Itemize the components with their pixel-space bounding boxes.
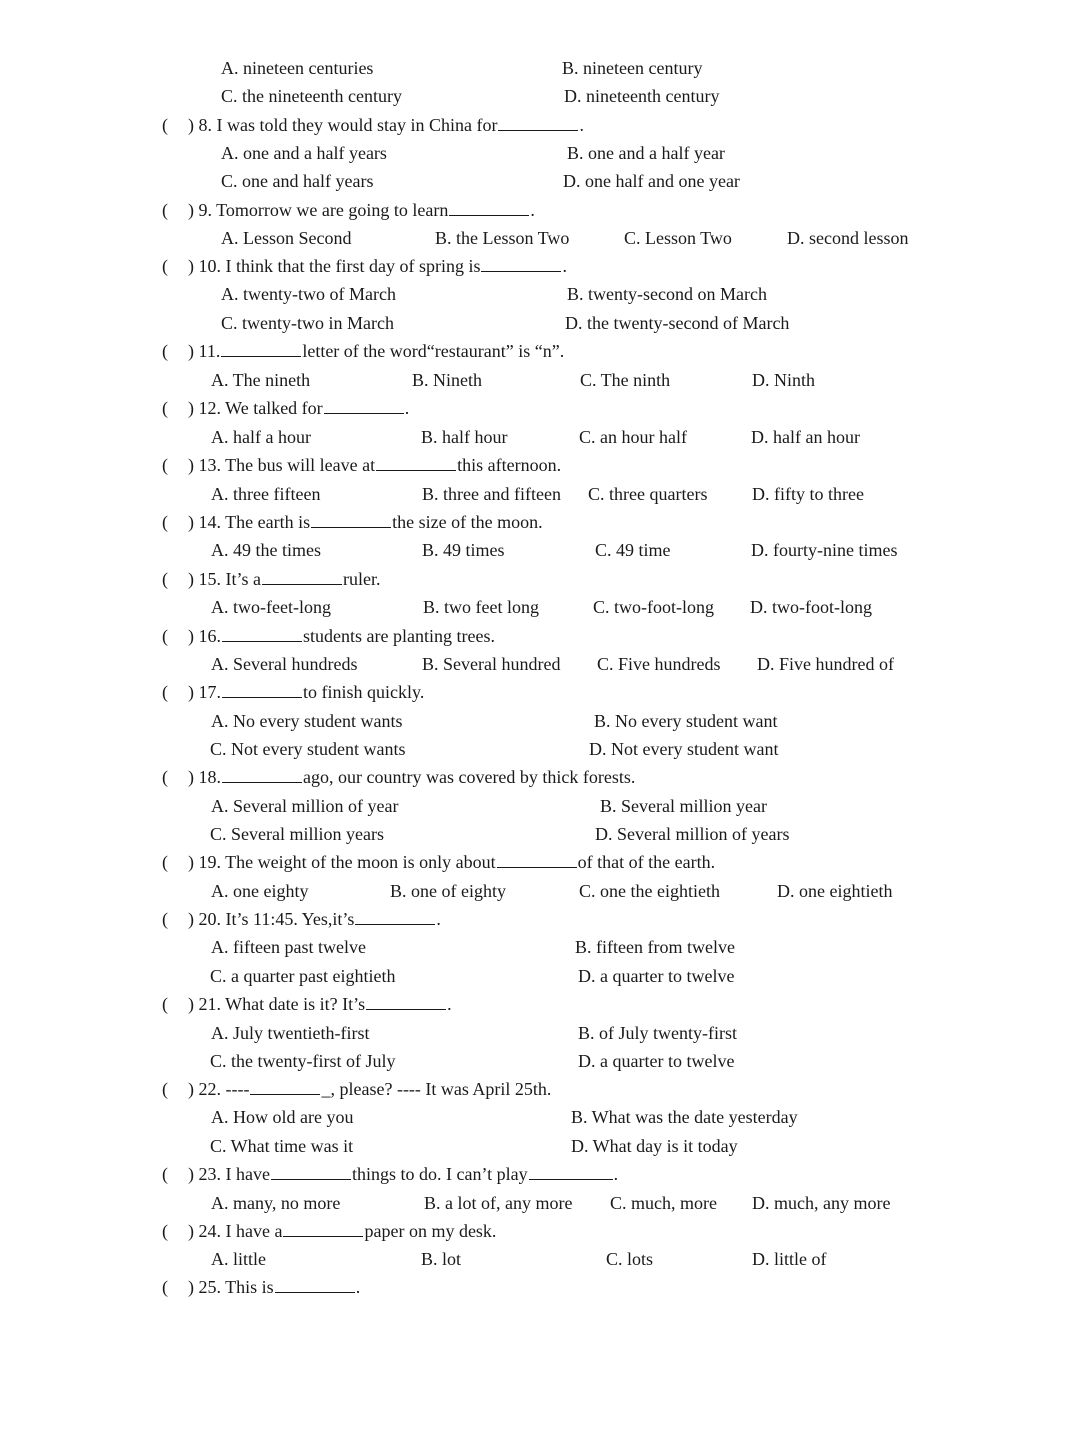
q23-text: ) 23. I have (188, 1164, 270, 1184)
q13-option-a[interactable]: A. three fifteen (211, 484, 321, 504)
q21-option-c[interactable]: C. the twenty-first of July (210, 1051, 396, 1071)
q9-text-end: . (530, 200, 535, 220)
q15-text: ) 15. It’s a (188, 569, 261, 589)
q9-blank[interactable] (449, 198, 529, 216)
q11-option-c[interactable]: C. The ninth (580, 370, 671, 390)
q10-option-a[interactable]: A. twenty-two of March (221, 284, 396, 304)
q10-option-d[interactable]: D. the twenty-second of March (565, 313, 790, 333)
q12-blank[interactable] (324, 396, 404, 414)
q20-blank[interactable] (355, 907, 435, 925)
q9-option-b[interactable]: B. the Lesson Two (435, 228, 570, 248)
q18-text: ) 18. (188, 767, 221, 787)
q17-option-c[interactable]: C. Not every student wants (210, 739, 406, 759)
q14-text-end: the size of the moon. (392, 512, 543, 532)
q18-blank[interactable] (222, 765, 302, 783)
q24-blank[interactable] (283, 1219, 363, 1237)
q13-text: ) 13. The bus will leave at (188, 455, 376, 475)
q24-text-end: paper on my desk. (364, 1221, 497, 1241)
q12-option-c[interactable]: C. an hour half (579, 427, 687, 447)
q24-option-b[interactable]: B. lot (421, 1249, 462, 1269)
q25-blank[interactable] (275, 1275, 355, 1293)
q23-option-c[interactable]: C. much, more (610, 1193, 717, 1213)
q10-text-end: . (562, 256, 567, 276)
q14-option-d[interactable]: D. fourty-nine times (751, 540, 898, 560)
q20-option-c[interactable]: C. a quarter past eightieth (210, 966, 396, 986)
q11-option-b[interactable]: B. Nineth (412, 370, 482, 390)
q24-option-d[interactable]: D. little of (752, 1249, 827, 1269)
answer-paren[interactable]: ( (162, 682, 168, 702)
q17-option-b[interactable]: B. No every student want (594, 711, 778, 731)
q8-option-c[interactable]: C. one and half years (221, 171, 374, 191)
q17-text: ) 17. (188, 682, 221, 702)
q23-text-end: . (613, 1164, 619, 1184)
q12-option-b[interactable]: B. half hour (421, 427, 508, 447)
q9-option-c[interactable]: C. Lesson Two (624, 228, 732, 248)
q21-text: ) 21. What date is it? It’s (188, 994, 366, 1014)
q25-text: ) 25. This is (188, 1277, 274, 1297)
q13-option-d[interactable]: D. fifty to three (752, 484, 864, 504)
q15-blank[interactable] (262, 567, 342, 585)
answer-paren[interactable]: ( (162, 569, 168, 589)
q24-option-c[interactable]: C. lots (606, 1249, 654, 1269)
q12-option-a[interactable]: A. half a hour (211, 427, 311, 447)
q18-text-end: ago, our country was covered by thick forests. (303, 767, 636, 787)
q23-blank-1[interactable] (271, 1162, 351, 1180)
answer-paren[interactable]: ( (162, 200, 168, 220)
q20-text: ) 20. It’s 11:45. Yes,it’s (188, 909, 355, 929)
q19-text-end: of that of the earth. (577, 852, 716, 872)
answer-paren[interactable]: ( (162, 767, 168, 787)
q19-blank[interactable] (497, 850, 577, 868)
q17-option-d[interactable]: D. Not every student want (589, 739, 779, 759)
q12-option-d[interactable]: D. half an hour (751, 427, 860, 447)
q16-text-end: students are planting trees. (303, 626, 495, 646)
q8-text-end: . (579, 115, 584, 135)
q22-option-a[interactable]: A. How old are you (211, 1107, 354, 1127)
q17-option-a[interactable]: A. No every student wants (211, 711, 403, 731)
q7-option-a[interactable]: A. nineteen centuries (221, 58, 374, 78)
q9-option-d[interactable]: D. second lesson (787, 228, 909, 248)
q22-text: ) 22. ---- (188, 1079, 250, 1099)
answer-paren[interactable]: ( (162, 1079, 168, 1099)
answer-paren[interactable]: ( (162, 994, 168, 1014)
q15-option-b[interactable]: B. two feet long (423, 597, 539, 617)
q14-blank[interactable] (311, 510, 391, 528)
answer-paren[interactable]: ( (162, 256, 168, 276)
answer-paren[interactable]: ( (162, 909, 168, 929)
q24-text: ) 24. I have a (188, 1221, 283, 1241)
q8-option-a[interactable]: A. one and a half years (221, 143, 387, 163)
q19-option-a[interactable]: A. one eighty (211, 881, 309, 901)
q23-option-a[interactable]: A. many, no more (211, 1193, 341, 1213)
q22-blank[interactable] (250, 1077, 320, 1095)
answer-paren[interactable]: ( (162, 626, 168, 646)
q16-option-b[interactable]: B. Several hundred (422, 654, 561, 674)
q13-text-end: this afternoon. (457, 455, 562, 475)
q16-option-c[interactable]: C. Five hundreds (597, 654, 721, 674)
q15-option-d[interactable]: D. two-foot-long (750, 597, 872, 617)
q20-option-b[interactable]: B. fifteen from twelve (575, 937, 735, 957)
q13-option-b[interactable]: B. three and fifteen (422, 484, 561, 504)
q21-option-d[interactable]: D. a quarter to twelve (578, 1051, 735, 1071)
answer-paren[interactable]: ( (162, 1221, 168, 1241)
q20-option-d[interactable]: D. a quarter to twelve (578, 966, 735, 986)
q19-text: ) 19. The weight of the moon is only about (188, 852, 496, 872)
q10-text: ) 10. I think that the first day of spring is (188, 256, 481, 276)
answer-paren[interactable]: ( (162, 455, 168, 475)
q22-option-d[interactable]: D. What day is it today (571, 1136, 738, 1156)
q15-option-c[interactable]: C. two-foot-long (593, 597, 714, 617)
answer-paren[interactable]: ( (162, 341, 168, 361)
q15-text-end: ruler. (342, 569, 381, 589)
q11-option-a[interactable]: A. The nineth (211, 370, 311, 390)
q16-option-a[interactable]: A. Several hundreds (211, 654, 358, 674)
q10-option-b[interactable]: B. twenty-second on March (567, 284, 767, 304)
q18-option-b[interactable]: B. Several million year (600, 796, 767, 816)
q19-option-b[interactable]: B. one of eighty (390, 881, 506, 901)
q7-option-c[interactable]: C. the nineteenth century (221, 86, 402, 106)
q9-text: ) 9. Tomorrow we are going to learn (188, 200, 449, 220)
q8-text: ) 8. I was told they would stay in China for (188, 115, 498, 135)
q9-option-a[interactable]: A. Lesson Second (221, 228, 352, 248)
answer-paren[interactable]: ( (162, 398, 168, 418)
q16-text: ) 16. (188, 626, 221, 646)
q13-blank[interactable] (376, 453, 456, 471)
q19-option-c[interactable]: C. one the eightieth (579, 881, 720, 901)
q10-option-c[interactable]: C. twenty-two in March (221, 313, 394, 333)
q17-blank[interactable] (222, 680, 302, 698)
answer-paren[interactable]: ( (162, 512, 168, 532)
q13-option-c[interactable]: C. three quarters (588, 484, 708, 504)
answer-paren[interactable]: ( (162, 852, 168, 872)
q7-option-d[interactable]: D. nineteenth century (564, 86, 720, 106)
q11-blank[interactable] (221, 339, 301, 357)
q14-option-a[interactable]: A. 49 the times (211, 540, 321, 560)
q20-option-a[interactable]: A. fifteen past twelve (211, 937, 366, 957)
q18-option-d[interactable]: D. Several million of years (595, 824, 790, 844)
q23-option-d[interactable]: D. much, any more (752, 1193, 891, 1213)
q22-option-b[interactable]: B. What was the date yesterday (571, 1107, 798, 1127)
q8-blank[interactable] (498, 113, 578, 131)
q22-text-end: _, please? ---- It was April 25th. (321, 1079, 552, 1099)
q8-option-b[interactable]: B. one and a half year (567, 143, 725, 163)
q15-option-a[interactable]: A. two-feet-long (211, 597, 331, 617)
q21-text-end: . (447, 994, 452, 1014)
q16-option-d[interactable]: D. Five hundred of (757, 654, 894, 674)
q11-text-end: letter of the word“restaurant” is “n”. (302, 341, 565, 361)
q14-option-b[interactable]: B. 49 times (422, 540, 505, 560)
q21-blank[interactable] (366, 992, 446, 1010)
q11-option-d[interactable]: D. Ninth (752, 370, 815, 390)
q18-option-c[interactable]: C. Several million years (210, 824, 384, 844)
q23-blank-2[interactable] (529, 1162, 613, 1180)
q21-option-b[interactable]: B. of July twenty-first (578, 1023, 737, 1043)
q16-blank[interactable] (222, 624, 302, 642)
q17-text-end: to finish quickly. (303, 682, 425, 702)
q14-text: ) 14. The earth is (188, 512, 311, 532)
q8-option-d[interactable]: D. one half and one year (563, 171, 740, 191)
q21-option-a[interactable]: A. July twentieth-first (211, 1023, 370, 1043)
q23-option-b[interactable]: B. a lot of, any more (424, 1193, 573, 1213)
answer-paren[interactable]: ( (162, 115, 168, 135)
q20-text-end: . (436, 909, 441, 929)
q25-text-end: . (355, 1277, 361, 1297)
q22-option-c[interactable]: C. What time was it (210, 1136, 354, 1156)
q10-blank[interactable] (481, 254, 561, 272)
q11-text: ) 11. (188, 341, 221, 361)
q18-option-a[interactable]: A. Several million of year (211, 796, 399, 816)
answer-paren[interactable]: ( (162, 1164, 168, 1184)
q14-option-c[interactable]: C. 49 time (595, 540, 671, 560)
q19-option-d[interactable]: D. one eightieth (777, 881, 893, 901)
q12-text: ) 12. We talked for (188, 398, 323, 418)
q23-text-mid: things to do. I can’t play (351, 1164, 528, 1184)
answer-paren[interactable]: ( (162, 1277, 168, 1297)
q24-option-a[interactable]: A. little (211, 1249, 266, 1269)
q12-text-end: . (404, 398, 410, 418)
q7-option-b[interactable]: B. nineteen century (562, 58, 703, 78)
